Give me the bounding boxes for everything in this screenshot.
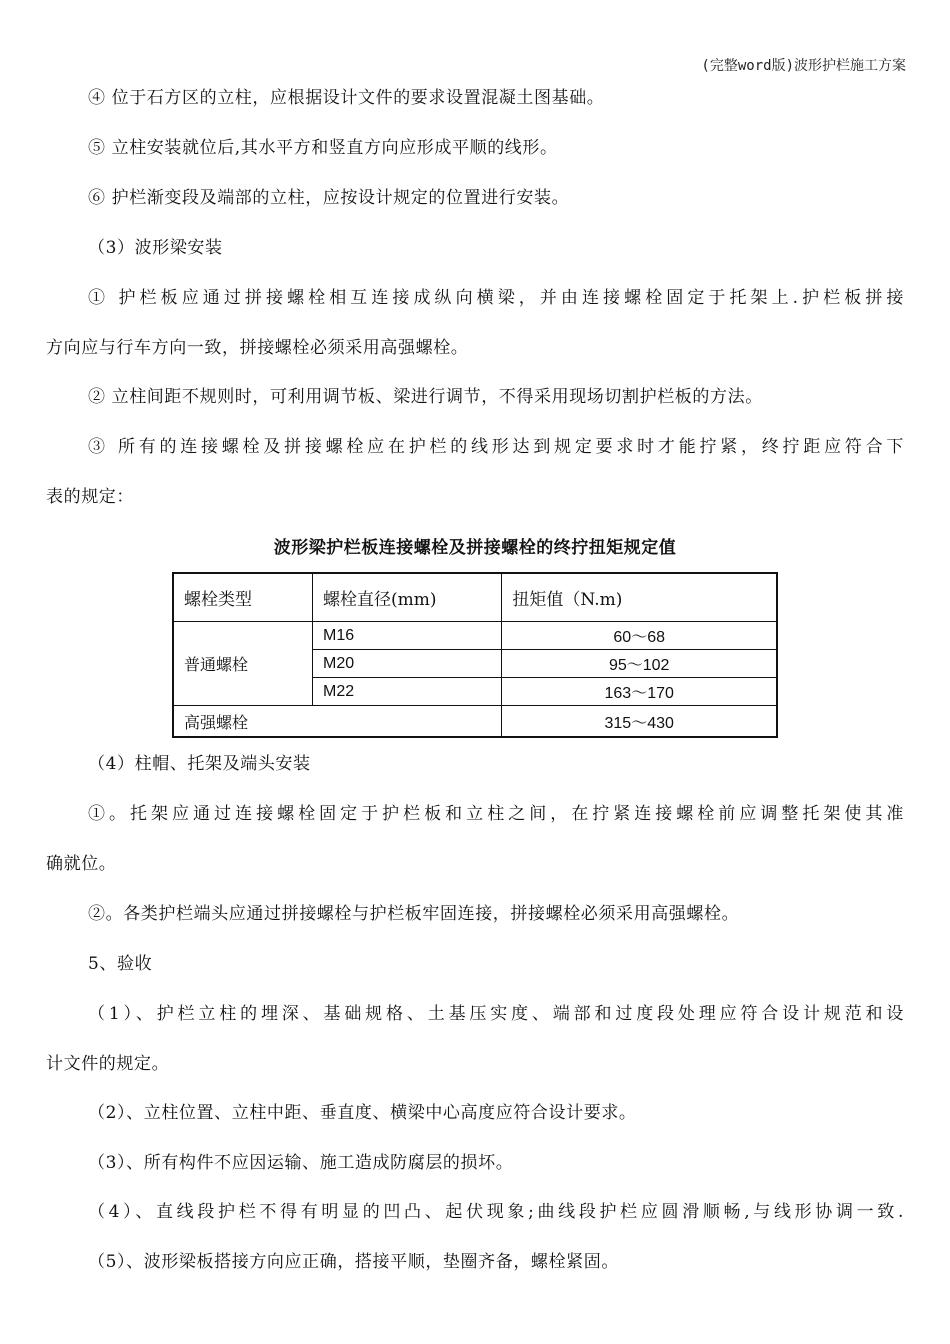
header-cell: 扭矩值（N.m) [502, 573, 777, 622]
paragraph-line: （2）、立柱位置、立柱中距、垂直度、横梁中心高度应符合设计要求。 [88, 1103, 637, 1123]
paragraph-line: （5）、波形梁板搭接方向应正确，搭接平顺，垫圈齐备，螺栓紧固。 [88, 1252, 619, 1272]
paragraph-line: ⑥ 护栏渐变段及端部的立柱，应按设计规定的位置进行安装。 [88, 188, 570, 208]
paragraph-line: （4）、直线段护栏不得有明显的凹凸、起伏现象;曲线段护栏应圆滑顺畅,与线形协调一致. [88, 1202, 904, 1222]
table-title: 波形梁护栏板连接螺栓及拼接螺栓的终拧扭矩规定值 [273, 538, 677, 558]
paragraph-line: 方向应与行车方向一致，拼接螺栓必须采用高强螺栓。 [46, 338, 469, 358]
bolt-type-cell: 高强螺栓 [173, 706, 502, 738]
torque-cell: 95～102 [502, 650, 777, 678]
torque-cell: 163～170 [502, 678, 777, 706]
paragraph-line: ①。托架应通过连接螺栓固定于护栏板和立柱之间，在拧紧连接螺栓前应调整托架使其准 [88, 804, 904, 824]
paragraph-line: （1）、护栏立柱的埋深、基础规格、土基压实度、端部和过度段处理应符合设计规范和设 [88, 1004, 904, 1024]
table-header-row [173, 573, 777, 622]
paragraph-line: 计文件的规定。 [46, 1054, 170, 1074]
section-heading: 5、验收 [88, 954, 153, 974]
table-row [173, 706, 777, 738]
paragraph-line: ② 立柱间距不规则时，可利用调节板、梁进行调节，不得采用现场切割护栏板的方法。 [88, 387, 763, 407]
table-row [173, 622, 777, 650]
section-heading: （3）波形梁安装 [88, 238, 223, 258]
paragraph-line: 表的规定： [46, 487, 134, 507]
section-heading: （4）柱帽、托架及端头安装 [88, 754, 311, 774]
paragraph-line: ②。各类护栏端头应通过拼接螺栓与护栏板牢固连接，拼接螺栓必须采用高强螺栓。 [88, 904, 740, 924]
torque-cell: 315～430 [502, 706, 777, 738]
paragraph-line: （3）、所有构件不应因运输、施工造成防腐层的损坏。 [88, 1153, 514, 1173]
diameter-cell: M20 [313, 650, 502, 678]
torque-cell: 60～68 [502, 622, 777, 650]
diameter-cell: M22 [313, 678, 502, 706]
paragraph-line: ① 护栏板应通过拼接螺栓相互连接成纵向横梁，并由连接螺栓固定于托架上.护栏板拼接 [88, 288, 904, 308]
paragraph-line: ⑤ 立柱安装就位后,其水平方和竖直方向应形成平顺的线形。 [88, 138, 558, 158]
header-cell: 螺栓类型 [173, 573, 313, 622]
running-header: (完整word版)波形护栏施工方案 [701, 58, 906, 74]
paragraph-line: 确就位。 [46, 854, 117, 874]
bolt-type-cell: 普通螺栓 [173, 622, 313, 706]
paragraph-line: ④ 位于石方区的立柱，应根据设计文件的要求设置混凝土图基础。 [88, 88, 605, 108]
paragraph-line: ③ 所有的连接螺栓及拼接螺栓应在护栏的线形达到规定要求时才能拧紧，终拧距应符合下 [88, 437, 904, 457]
torque-table [172, 572, 778, 738]
diameter-cell: M16 [313, 622, 502, 650]
header-cell: 螺栓直径(mm) [313, 573, 502, 622]
